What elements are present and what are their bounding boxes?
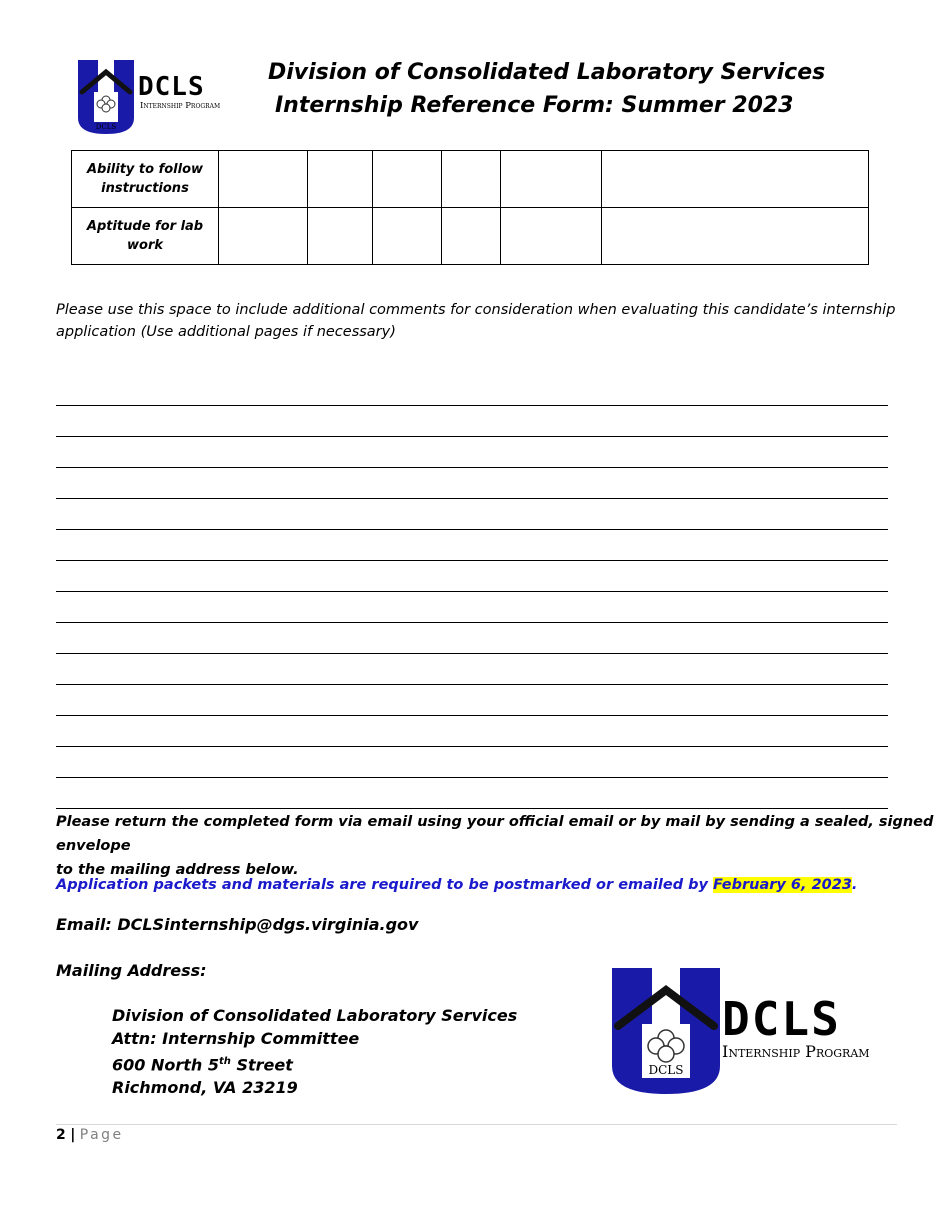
rating-cell[interactable] [501,151,602,208]
email-line[interactable]: Email: DCLSinternship@dgs.virginia.gov [56,915,419,934]
comment-line[interactable] [56,406,888,437]
dcls-logo-header [76,58,221,136]
comments-prompt [56,299,895,343]
deadline-notice [56,873,857,897]
address-street: 600 North 5 [112,1055,219,1075]
comment-line[interactable] [56,778,888,809]
table-row [72,208,869,265]
rating-cell[interactable] [219,151,308,208]
address-line: Division of Consolidated Laboratory Services [112,1006,518,1025]
prompt-line: Please use this space to include additional comments for consideration when evaluating this candidate’s internship [56,302,896,318]
u-house-logo-icon [610,966,722,1096]
ratings-table [71,150,869,265]
comment-line[interactable] [56,499,888,530]
return-line: to the mailing address below. [56,862,299,878]
rating-cell[interactable] [501,208,602,265]
logo-text: DCLS [722,992,841,1046]
footer-separator: | [70,1127,76,1143]
rating-cell[interactable] [442,151,501,208]
comment-line[interactable] [56,654,888,685]
rating-cell[interactable] [219,208,308,265]
form-title-line1: Division of Consolidated Laboratory Services [268,60,826,85]
page-footer [56,1127,124,1143]
address-line [112,1050,517,1076]
address-line: Richmond, VA 23219 [112,1078,298,1098]
logo-subtext: Internship Program [722,1042,870,1061]
comment-line[interactable] [56,375,888,406]
row-label [72,208,219,265]
mailing-address [112,1004,517,1099]
comment-cell[interactable] [602,151,869,208]
comment-lines [56,375,888,809]
row-label [72,151,219,208]
comment-line[interactable] [56,716,888,747]
deadline-text: Application packets and materials are required to be postmarked or emailed by [56,877,714,893]
mailing-label: Mailing Address: [56,961,207,980]
comment-line[interactable] [56,561,888,592]
comment-line[interactable] [56,623,888,654]
rating-cell[interactable] [442,208,501,265]
comment-line[interactable] [56,468,888,499]
footer-divider [56,1124,897,1125]
address-line: Attn: Internship Committee [112,1029,360,1048]
deadline-date: February 6, 2023 [713,877,852,893]
comment-cell[interactable] [602,208,869,265]
dcls-logo-large [610,966,870,1096]
row-label-line: instructions [101,181,189,196]
page-label: Page [79,1127,124,1143]
rating-cell[interactable] [373,208,442,265]
rating-cell[interactable] [308,208,373,265]
rating-cell[interactable] [308,151,373,208]
logo-badge-text: DCLS [648,1063,684,1077]
page-number: 2 [56,1127,66,1143]
comment-line[interactable] [56,530,888,561]
deadline-end: . [851,877,858,893]
u-house-logo-icon [76,58,136,136]
return-instructions [56,810,950,882]
comment-line[interactable] [56,592,888,623]
comment-line[interactable] [56,685,888,716]
row-label-line: work [127,238,163,253]
rating-cell[interactable] [373,151,442,208]
prompt-line: application (Use additional pages if necessary) [56,324,396,340]
return-line: Please return the completed form via email using your official email or by mail by sending a sealed, signed envelope [56,814,934,854]
address-street-suffix: Street [230,1055,293,1075]
logo-subtext: Internship Program [140,101,221,111]
logo-text: DCLS [138,72,205,102]
comment-line[interactable] [56,437,888,468]
comment-line[interactable] [56,747,888,778]
row-label-line: Ability to follow [86,162,204,177]
form-title-line2: Internship Reference Form: Summer 2023 [275,93,794,118]
row-label-line: Aptitude for lab [86,219,204,234]
address-ordinal: th [218,1056,231,1067]
table-row [72,151,869,208]
logo-badge-text: DCLS [95,123,117,131]
